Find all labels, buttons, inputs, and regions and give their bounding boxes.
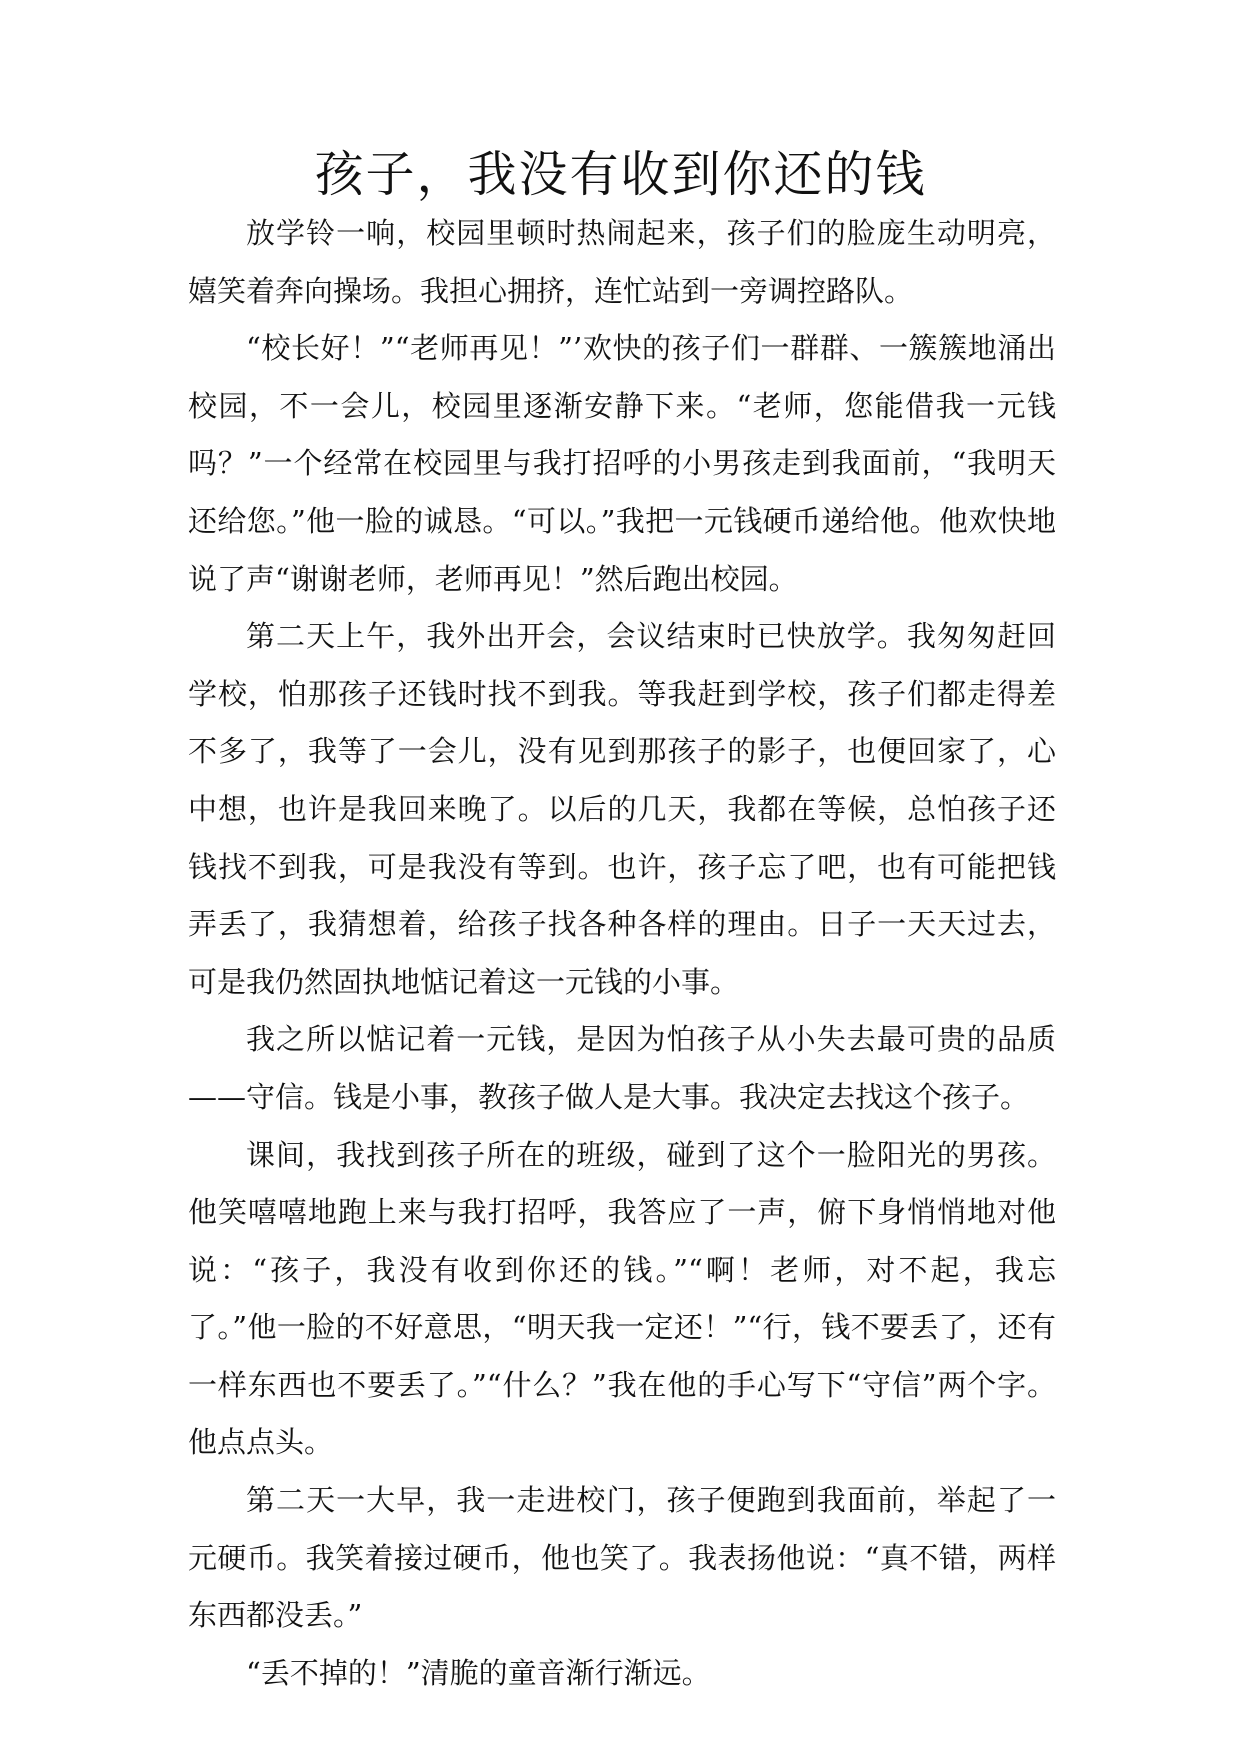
document-title: 孩子，我没有收到你还的钱 — [314, 146, 927, 203]
article-body — [188, 205, 1056, 1702]
paragraph-7: “丢不掉的！”清脆的童音渐行渐远。 — [246, 1655, 711, 1690]
paragraph-3: 第二天上午，我外出开会，会议结束时已快放学。我匆匆赶回学校，怕那孩子还钱时找不到我。等我赶到学校，孩子们都走得差不多了，我等了一会儿，没有见到那孩子的影子，也便回家了，心中想，也许是我回来晚了。以后的几天，我都在等候，总怕孩子还钱找不到我，可是我没有等到。也许，孩子忘了吧，也有可能把钱弄丢了，我猜想着，给孩子找各种各样的理由。日子一天天过去，可是我仍然固执地惦记着这一元钱的小事。 — [188, 619, 1056, 999]
paragraph-5: 课间，我找到孩子所在的班级，碰到了这个一脸阳光的男孩。他笑嘻嘻地跑上来与我打招呼，我答应了一声，俯下身悄悄地对他说：“孩子，我没有收到你还的钱。”“啊！老师，对不起，我忘了。”他一脸的不好意思，“明天我一定还！”“行，钱不要丢了，还有一样东西也不要丢了。”“什么？”我在他的手心写下“守信”两个字。他点点头。 — [188, 1137, 1056, 1460]
paragraph-6: 第二天一大早，我一走进校门，孩子便跑到我面前，举起了一元硬币。我笑着接过硬币，他也笑了。我表扬他说：“真不错，两样东西都没丢。” — [188, 1483, 1056, 1633]
paragraph-1: 放学铃一响，校园里顿时热闹起来，孩子们的脸庞生动明亮，嬉笑着奔向操场。我担心拥挤，连忙站到一旁调控路队。 — [188, 216, 1056, 308]
paragraph-4: 我之所以惦记着一元钱，是因为怕孩子从小失去最可贵的品质——守信。钱是小事，教孩子做人是大事。我决定去找这个孩子。 — [188, 1022, 1056, 1114]
paragraph-2: “校长好！”“老师再见！”’欢快的孩子们一群群、一簇簇地涌出校园，不一会儿，校园里逐渐安静下来。“老师，您能借我一元钱吗？”一个经常在校园里与我打招呼的小男孩走到我面前，“我明天还给您。”他一脸的诚恳。“可以。”我把一元钱硬币递给他。他欢快地说了声“谢谢老师，老师再见！”然后跑出校园。 — [188, 331, 1056, 596]
